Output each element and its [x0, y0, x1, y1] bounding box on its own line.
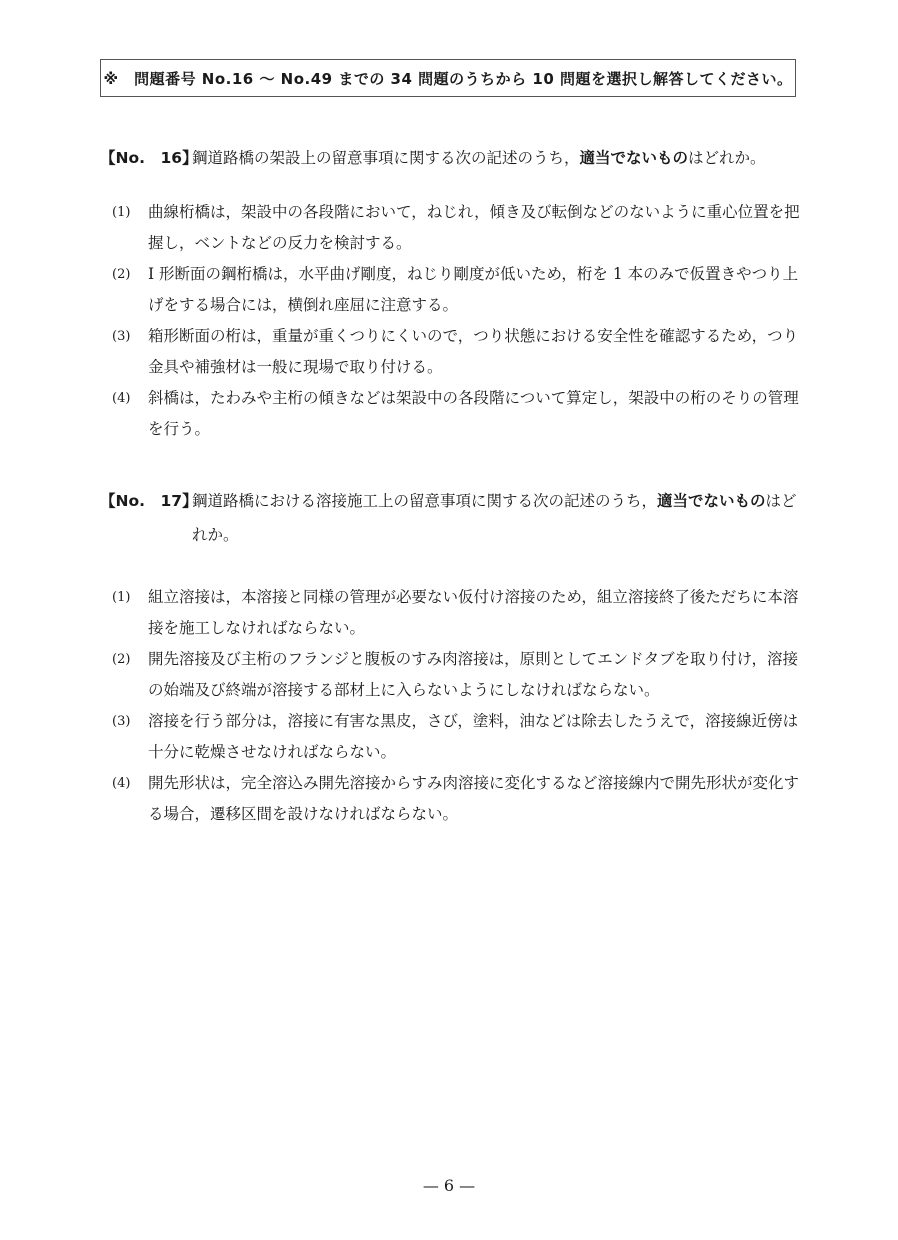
choice-item: [112, 321, 800, 383]
choice-list: [112, 197, 800, 445]
choice-label: (1): [112, 590, 131, 605]
choice-list: [112, 582, 800, 830]
stem-emphasis: 適当でないもの: [579, 149, 689, 167]
stem-text-end: はどれか。: [192, 492, 797, 544]
choice-text: 溶接を行う部分は，溶接に有害な黒皮，さび，塗料，油などは除去したうえで，溶接線近傍は十分に乾燥させなければならない。: [148, 712, 799, 761]
choice-item: [112, 582, 800, 644]
choice-item: [112, 197, 800, 259]
question-stem: [192, 141, 800, 175]
choice-text: 斜橋は，たわみや主桁の傾きなどは架設中の各段階について算定し，架設中の桁のそりの管理を行う。: [148, 389, 799, 438]
choice-label: (4): [112, 776, 131, 791]
choice-label: (2): [112, 652, 131, 667]
choice-label: (3): [112, 329, 131, 344]
choice-text: I 形断面の鋼桁橋は，水平曲げ剛度，ねじり剛度が低いため，桁を 1 本のみで仮置きやつり上げをする場合には，横倒れ座屈に注意する。: [148, 265, 799, 314]
question-header: [100, 141, 800, 175]
choice-item: [112, 706, 800, 768]
instruction-text: ※ 問題番号 No.16 ～ No.49 までの 34 問題のうちから 10 問題を選択し解答してください。: [103, 69, 793, 88]
choice-label: (3): [112, 714, 131, 729]
question-stem: [192, 484, 800, 552]
choice-text: 箱形断面の桁は，重量が重くつりにくいので，つり状態における安全性を確認するため，つり金具や補強材は一般に現場で取り付ける。: [148, 327, 799, 376]
choice-text: 組立溶接は，本溶接と同様の管理が必要ない仮付け溶接のため，組立溶接終了後ただちに本溶接を施工しなければならない。: [148, 588, 799, 637]
question-header: [100, 484, 800, 552]
choice-label: (1): [112, 205, 131, 220]
question-17: [100, 484, 800, 830]
choice-item: [112, 383, 800, 445]
stem-emphasis: 適当でないもの: [657, 492, 766, 510]
page-number: — 6 —: [422, 1176, 476, 1195]
choice-text: 開先溶接及び主桁のフランジと腹板のすみ肉溶接は，原則としてエンドタブを取り付け，溶接の始端及び終端が溶接する部材上に入らないようにしなければならない。: [148, 650, 798, 699]
choice-item: [112, 259, 800, 321]
stem-text: 鋼道路橋における溶接施工上の留意事項に関する次の記述のうち，: [192, 492, 658, 510]
question-number: 【No. 16】: [100, 149, 198, 167]
question-16: [100, 141, 800, 445]
choice-label: (4): [112, 391, 131, 406]
choice-item: [112, 768, 800, 830]
instruction-box: [100, 59, 796, 97]
choice-label: (2): [112, 267, 131, 282]
choice-text: 曲線桁橋は，架設中の各段階において，ねじれ，傾き及び転倒などのないように重心位置を把握し，ベントなどの反力を検討する。: [148, 203, 800, 252]
stem-text-end: はどれか。: [688, 149, 766, 167]
question-number: 【No. 17】: [100, 492, 198, 510]
choice-text: 開先形状は，完全溶込み開先溶接からすみ肉溶接に変化するなど溶接線内で開先形状が変化する場合，遷移区間を設けなければならない。: [148, 774, 800, 823]
choice-item: [112, 644, 800, 706]
stem-text: 鋼道路橋の架設上の留意事項に関する次の記述のうち，: [192, 149, 580, 167]
